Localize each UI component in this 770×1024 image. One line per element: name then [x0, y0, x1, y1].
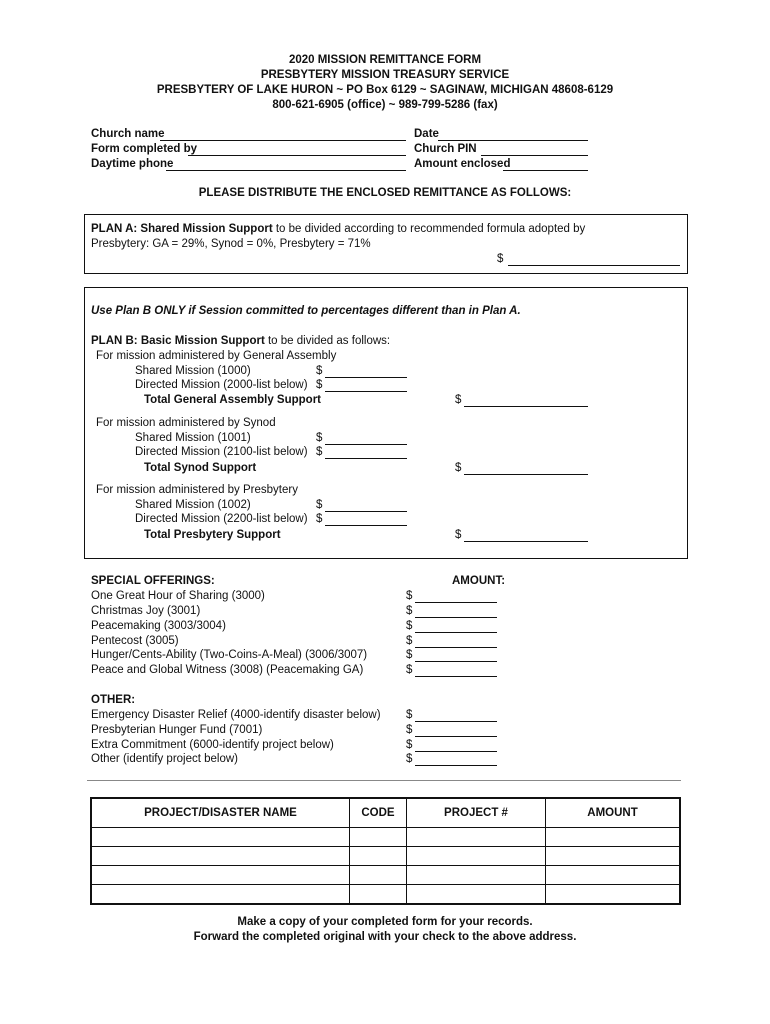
special-dollar-sign: $ — [406, 649, 413, 661]
service-name: PRESBYTERY MISSION TREASURY SERVICE — [260, 69, 510, 81]
amount-cell[interactable] — [546, 847, 681, 866]
other-item-label: Other (identify project below) — [91, 753, 239, 765]
special-item-label: Peacemaking (3003/3004) — [91, 620, 226, 632]
special-dollar-sign: $ — [406, 590, 413, 602]
plan-a-formula: Presbytery: GA = 29%, Synod = 0%, Presbytery = 71% — [91, 238, 371, 250]
project-name-cell[interactable] — [91, 847, 350, 866]
plan-a-line1 — [91, 223, 585, 235]
synod-directed-label: Directed Mission (2100-list below) — [135, 446, 308, 458]
distribute-heading: PLEASE DISTRIBUTE THE ENCLOSED REMITTANCE AS FOLLOWS: — [198, 187, 572, 199]
ga-shared-label: Shared Mission (1000) — [135, 365, 251, 377]
project-name-cell[interactable] — [91, 828, 350, 847]
form-completed-by-field[interactable] — [188, 155, 406, 156]
special-offerings-heading: SPECIAL OFFERINGS: — [91, 575, 215, 587]
project-number-cell[interactable] — [407, 866, 546, 885]
other-amount-field[interactable] — [415, 751, 497, 752]
project-table — [90, 797, 681, 905]
church-pin-label: Church PIN — [414, 143, 477, 155]
plan-a-text1: to be divided according to recommended formula adopted by — [272, 223, 586, 235]
special-item-label: Hunger/Cents-Ability (Two-Coins-A-Meal) (3006/3007) — [91, 649, 368, 661]
pres-directed-label: Directed Mission (2200-list below) — [135, 513, 308, 525]
synod-total-field[interactable] — [464, 474, 588, 475]
table-row — [91, 866, 680, 885]
pres-shared-field[interactable] — [325, 511, 407, 512]
date-label: Date — [414, 128, 439, 140]
synod-directed-dollar: $ — [316, 446, 323, 458]
pres-heading: For mission administered by Presbytery — [96, 484, 298, 496]
pres-total-label: Total Presbytery Support — [144, 529, 281, 541]
plan-b-line1 — [91, 335, 390, 347]
pres-shared-label: Shared Mission (1002) — [135, 499, 251, 511]
ga-directed-label: Directed Mission (2000-list below) — [135, 379, 308, 391]
special-dollar-sign: $ — [406, 664, 413, 676]
other-item-label: Presbyterian Hunger Fund (7001) — [91, 724, 263, 736]
ga-total-field[interactable] — [464, 406, 588, 407]
plan-b-text: to be divided as follows: — [264, 335, 391, 347]
synod-total-dollar: $ — [455, 462, 462, 474]
daytime-phone-label: Daytime phone — [91, 158, 174, 170]
amount-enclosed-label: Amount enclosed — [414, 158, 511, 170]
pres-directed-field[interactable] — [325, 525, 407, 526]
synod-shared-field[interactable] — [325, 444, 407, 445]
column-header-code: CODE — [350, 798, 407, 828]
synod-shared-label: Shared Mission (1001) — [135, 432, 251, 444]
contact-phones: 800-621-6905 (office) ~ 989-799-5286 (fax) — [272, 99, 498, 111]
pres-total-dollar: $ — [455, 529, 462, 541]
code-cell[interactable] — [350, 847, 407, 866]
special-item-label: One Great Hour of Sharing (3000) — [91, 590, 265, 602]
other-dollar-sign: $ — [406, 753, 413, 765]
church-name-field[interactable] — [160, 140, 406, 141]
church-pin-field[interactable] — [481, 155, 588, 156]
special-dollar-sign: $ — [406, 635, 413, 647]
other-dollar-sign: $ — [406, 724, 413, 736]
special-item-label: Christmas Joy (3001) — [91, 605, 201, 617]
plan-b-title: PLAN B: Basic Mission Support — [91, 335, 265, 347]
table-row — [91, 828, 680, 847]
project-number-cell[interactable] — [407, 847, 546, 866]
daytime-phone-field[interactable] — [166, 170, 406, 171]
project-number-cell[interactable] — [407, 885, 546, 905]
special-item-label: Pentecost (3005) — [91, 635, 179, 647]
ga-shared-dollar: $ — [316, 365, 323, 377]
other-amount-field[interactable] — [415, 721, 497, 722]
amount-cell[interactable] — [546, 828, 681, 847]
code-cell[interactable] — [350, 866, 407, 885]
plan-a-dollar-sign: $ — [497, 253, 504, 265]
special-amount-field[interactable] — [415, 647, 497, 648]
other-amount-field[interactable] — [415, 736, 497, 737]
other-item-label: Emergency Disaster Relief (4000-identify disaster below) — [91, 709, 381, 721]
date-field[interactable] — [438, 140, 588, 141]
synod-total-label: Total Synod Support — [144, 462, 257, 474]
church-name-label: Church name — [91, 128, 165, 140]
special-dollar-sign: $ — [406, 620, 413, 632]
other-dollar-sign: $ — [406, 709, 413, 721]
ga-directed-field[interactable] — [325, 391, 407, 392]
form-completed-by-label: Form completed by — [91, 143, 198, 155]
ga-total-dollar: $ — [455, 394, 462, 406]
project-number-cell[interactable] — [407, 828, 546, 847]
table-row — [91, 847, 680, 866]
pres-directed-dollar: $ — [316, 513, 323, 525]
code-cell[interactable] — [350, 885, 407, 905]
ga-total-label: Total General Assembly Support — [144, 394, 322, 406]
special-dollar-sign: $ — [406, 605, 413, 617]
special-amount-field[interactable] — [415, 617, 497, 618]
special-amount-field[interactable] — [415, 632, 497, 633]
synod-heading: For mission administered by Synod — [96, 417, 276, 429]
table-row — [91, 885, 680, 905]
pres-total-field[interactable] — [464, 541, 588, 542]
form-title: 2020 MISSION REMITTANCE FORM — [288, 54, 482, 66]
column-header-project-name: PROJECT/DISASTER NAME — [91, 798, 350, 828]
plan-a-amount-field[interactable] — [508, 265, 680, 266]
pres-shared-dollar: $ — [316, 499, 323, 511]
table-header-row — [91, 798, 680, 828]
ga-shared-field[interactable] — [325, 377, 407, 378]
ga-directed-dollar: $ — [316, 379, 323, 391]
amount-cell[interactable] — [546, 885, 681, 905]
project-name-cell[interactable] — [91, 885, 350, 905]
synod-shared-dollar: $ — [316, 432, 323, 444]
other-amount-field[interactable] — [415, 765, 497, 766]
presbytery-address: PRESBYTERY OF LAKE HURON ~ PO Box 6129 ~ SAGINAW, MICHIGAN 48608-6129 — [156, 84, 614, 96]
code-cell[interactable] — [350, 828, 407, 847]
amount-cell[interactable] — [546, 866, 681, 885]
ga-heading: For mission administered by General Assembly — [96, 350, 337, 362]
other-heading: OTHER: — [91, 694, 136, 706]
plan-a-title: PLAN A: Shared Mission Support — [91, 223, 273, 235]
special-item-label: Peace and Global Witness (3008) (Peacemaking GA) — [91, 664, 364, 676]
other-item-label: Extra Commitment (6000-identify project below) — [91, 739, 334, 751]
other-dollar-sign: $ — [406, 739, 413, 751]
footer-forward-note: Forward the completed original with your check to the above address. — [193, 931, 577, 943]
special-amount-field[interactable] — [415, 676, 497, 677]
amount-heading: AMOUNT: — [452, 575, 506, 587]
section-divider — [87, 780, 681, 781]
special-amount-field[interactable] — [415, 661, 497, 662]
synod-directed-field[interactable] — [325, 458, 407, 459]
column-header-amount: AMOUNT — [546, 798, 681, 828]
footer-copy-note: Make a copy of your completed form for your records. — [237, 916, 533, 928]
plan-b-note: Use Plan B ONLY if Session committed to percentages different than in Plan A. — [91, 305, 521, 317]
special-amount-field[interactable] — [415, 602, 497, 603]
amount-enclosed-field[interactable] — [503, 170, 588, 171]
project-name-cell[interactable] — [91, 866, 350, 885]
column-header-project-number: PROJECT # — [407, 798, 546, 828]
